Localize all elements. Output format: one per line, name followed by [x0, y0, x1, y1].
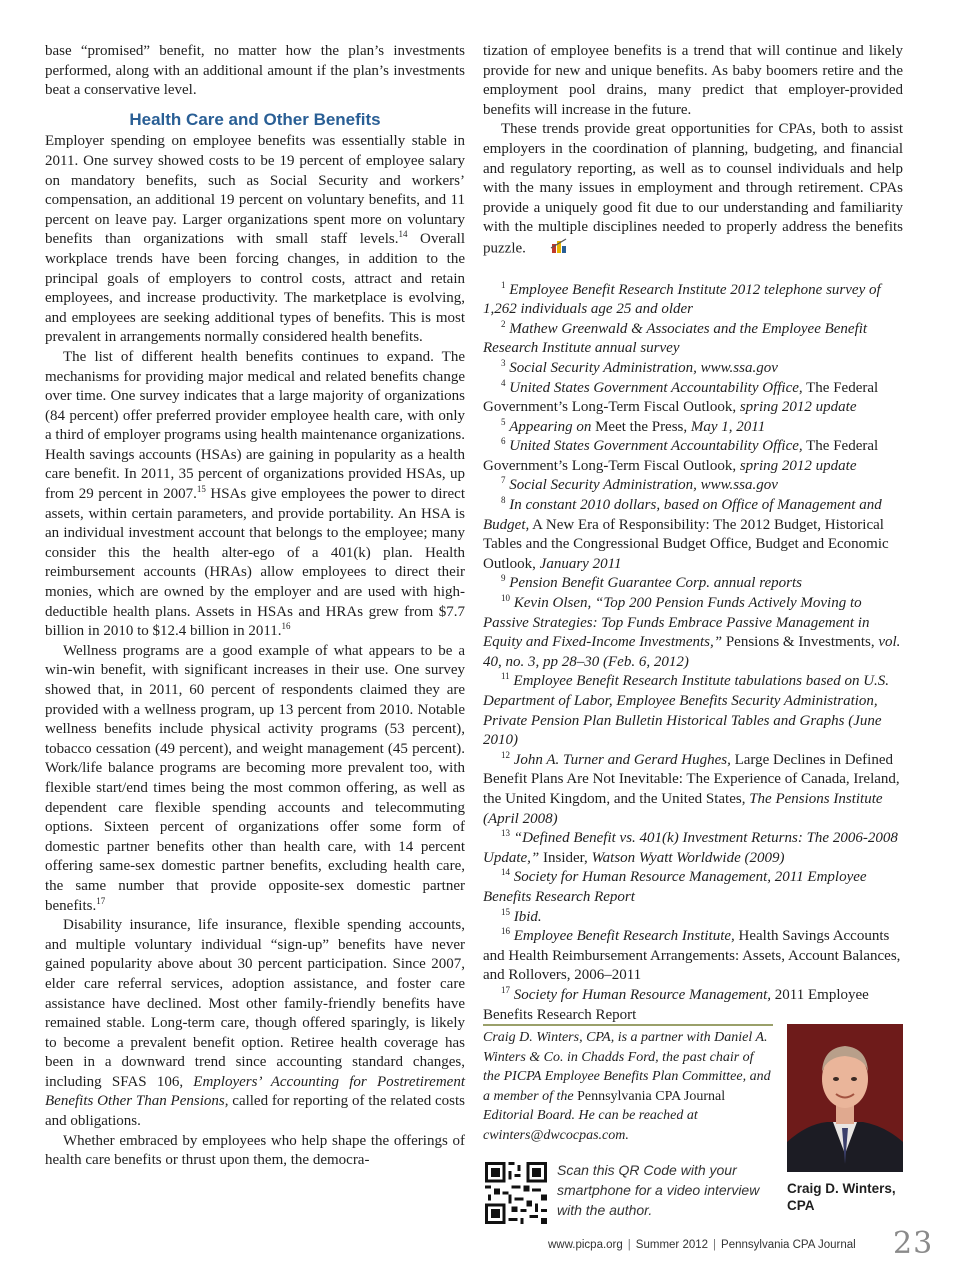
photo-caption: Craig D. Winters, CPA [787, 1181, 896, 1213]
footer-issue: Summer 2012 [635, 1239, 709, 1251]
author-bio-box [483, 1024, 903, 1224]
footnote: $^{12}$ John A. Turner and Gerard Hughes, Large Declines in Defined Benefit Plans Are Not Inevitable: The Experience of Canada, Ireland, the United Kingdom, and the United States, The Pensions Institute (April 2008) [483, 749, 900, 827]
footnote-ref: 14 [398, 229, 408, 240]
footnote: $^1$ Employee Benefit Research Institute 2012 telephone survey of 1,262 individuals age 25 and older [483, 279, 881, 318]
page-footer: www.picpa.org | Summer 2012 | Pennsylvania CPA Journal [548, 1239, 856, 1251]
footnote: $^9$ Pension Benefit Guarantee Corp. annual reports [501, 573, 802, 592]
intro-paragraph: base “promised” benefit, no matter how the plan’s investments performed, along with an additional amount if the plan’s investments beat a conservative level. [45, 43, 465, 99]
body-paragraph-6: tization of employee benefits is a trend that will continue and likely provide for new and unique benefits. As baby boomers retire and the employment pool drains, many predict that employer-provided benefits will increase in the future. [483, 43, 903, 118]
footer-site-link[interactable]: www.picpa.org [548, 1239, 623, 1251]
qr-caption: Scan this QR Code with your smartphone for a video interview with the author. [557, 1162, 760, 1218]
footnote: $^{10}$ Kevin Olsen, “Top 200 Pension Funds Actively Moving to Passive Strategies: Top Funds Embrace Passive Management in Equity and Fixed-Income Investments,” Pensions & Investments, vol. 40, no. 3, pp 28–30 (Feb. 6, 2012) [483, 593, 901, 670]
footnote: $^{17}$ Society for Human Resource Management, 2011 Employee Benefits Research Report [483, 984, 869, 1023]
footnote: $^{15}$ Ibid. [501, 906, 542, 925]
footnotes [483, 281, 903, 1026]
footnote: $^{11}$ Employee Benefit Research Institute tabulations based on U.S. Department of Labor, Employee Benefits Security Administration, Private Pension Plan Bulletin Historical Tables and Graphs (June 2010) [483, 671, 890, 749]
divider [483, 1024, 773, 1026]
section-heading: Health Care and Other Benefits [129, 109, 381, 129]
footnote: $^2$ Mathew Greenwald & Associates and the Employee Benefit Research Institute annual survey [483, 318, 868, 357]
author-bio: Craig D. Winters, CPA, is a partner with Daniel A. Winters & Co. in Chadds Ford, the past chair of the PICPA Employee Benefits Plan Committee, and a member of the Pennsylvania CPA Journal Editorial Board. He can be reached at cwinters@dwcocpas.com. [483, 1030, 771, 1143]
footnote: $^{16}$ Employee Benefit Research Institute, Health Savings Accounts and Health Reimbursement Arrangements: Assets, Account Balances, and Rollovers, 2006–2011 [483, 926, 901, 984]
author-photo [787, 1024, 903, 1172]
body-paragraph-1: Employer spending on employee benefits was essentially stable in 2011. One survey showed costs to be 19 percent of employee salary on mandatory benefits, such as Social Security and workers’ compensation, an additional 19 percent on voluntary benefits, and 11 percent on leave pay. Larger organizations spent more on voluntary benefits than organizations with small staff levels.$^{14}$ Overall workplace trends have been forcing changes, in addition to the principal goals of employers to control costs, attract and retain employees, and increase productivity. The marketplace is evolving, and employees are seeking additional types of benefits. This is most prevalent in arrangements normally considered health benefits. [45, 133, 465, 346]
body-paragraph-4: Disability insurance, life insurance, flexible spending accounts, and multiple voluntary individual “sign-up” benefits have never gained popularity above about 30 percent participation. Since 2007, elder care referral services, adoption assistance, and foster care assistance have declined. Most other family-friendly benefits have remained stable. Long-term care, though offered sparingly, is likely to become a prevalent benefit option. Retiree health coverage has been in a downward trend since accounting standard changes, including SFAS 106, Employers’ Accounting for Postretirement Benefits Other Than Pensions, called for reporting of the related costs and obligations. [45, 917, 466, 1130]
footnote: $^{14}$ Society for Human Resource Management, 2011 Employee Benefits Research Report [483, 867, 867, 905]
footnote-ref: 17 [96, 895, 106, 906]
footnote: $^6$ United States Government Accountability Office, The Federal Government’s Long-Term Fiscal Outlook, spring 2012 update [483, 436, 879, 474]
qr-code[interactable] [485, 1162, 547, 1224]
footnote: $^8$ In constant 2010 dollars, based on Office of Management and Budget, A New Era of Responsibility: The 2012 Budget, Historical Tables and the Congressional Budget Office, Budget and Economic Outlook, January 2011 [483, 495, 889, 572]
footnote: $^4$ United States Government Accountability Office, The Federal Government’s Long-Term Fiscal Outlook, spring 2012 update [483, 377, 879, 416]
left-column [45, 42, 465, 1171]
body-paragraph-7: These trends provide great opportunities for CPAs, both to assist employers in the coordination of planning, budgeting, and financial and regulatory reporting, as well as to counsel individuals and help with the many issues in employment and through retirement. CPAs provide a uniquely good fit due to our understanding and familiarity with the multiple disciplines needed to properly address the benefits puzzle. [483, 120, 903, 260]
footer-publication: Pennsylvania CPA Journal [721, 1239, 856, 1251]
body-paragraph-5: Whether embraced by employees who help shape the offerings of health care benefits or thrust upon them, the democra- [45, 1132, 465, 1169]
footnote: $^{13}$ “Defined Benefit vs. 401(k) Investment Returns: The 2006-2008 Update,” Insider, Watson Wyatt Worldwide (2009) [483, 828, 898, 866]
footnote-ref: 16 [281, 621, 291, 632]
body-paragraph-3: Wellness programs are a good example of what appears to be a win-win benefit, with significant increases in their use. One survey showed that, in 2011, 60 percent of respondents claimed they are provided with a wellness program, up 13 percent from 2010. Notable wellness benefits include physical activity programs (53 percent), tobacco cessation (49 percent), and weight management (45 percent). Work/life balance programs are becoming more prevalent too, with flexible start/end times being the most common offering, as well as dependent care flexible spending accounts and telecommuting options. Sixteen percent of organizations offer some form of domestic partner benefits other than health care, with 14 percent offering same-sex domestic partner benefits, excluding health care, the same number that provide opposite-sex domestic partner benefits.$^{17}$ [45, 642, 465, 914]
footnote: $^7$ Social Security Administration, www.ssa.gov [501, 475, 778, 494]
end-of-article-icon [532, 238, 568, 261]
page-number: 23 [893, 1226, 934, 1261]
footnote: $^3$ Social Security Administration, www.ssa.gov [501, 357, 778, 376]
body-paragraph-2: The list of different health benefits continues to expand. The mechanisms for providing major medical and related benefits change over time. One survey indicates that a large majority of organizations (84 percent) offer preferred provider employee health care, with only a third of employer programs using health maintenance organizations. Health savings accounts (HSAs) are gaining in popularity as a health care benefit. In 2011, 35 percent of organizations provided HSAs, up from 29 percent in 2007.15 HSAs give employees the power to direct assets, within certain parameters, and provide portability. An HSA is an individual investment account that belongs to the employee; many consider this the health alter-ego of a 401(k) plan. Health reimbursement accounts (HRAs) allow employees to direct their monies, which are owned by the employer and are used with high-deductible health plans. Assets in HSAs and HRAs grew from $7.7 billion in 2010 to $12.4 billion in 2011.16 [45, 348, 466, 640]
footnote: $^5$ Appearing on Meet the Press, May 1, 2011 [501, 416, 766, 435]
footnote-ref: 15 [196, 484, 206, 495]
right-column [483, 42, 903, 1025]
